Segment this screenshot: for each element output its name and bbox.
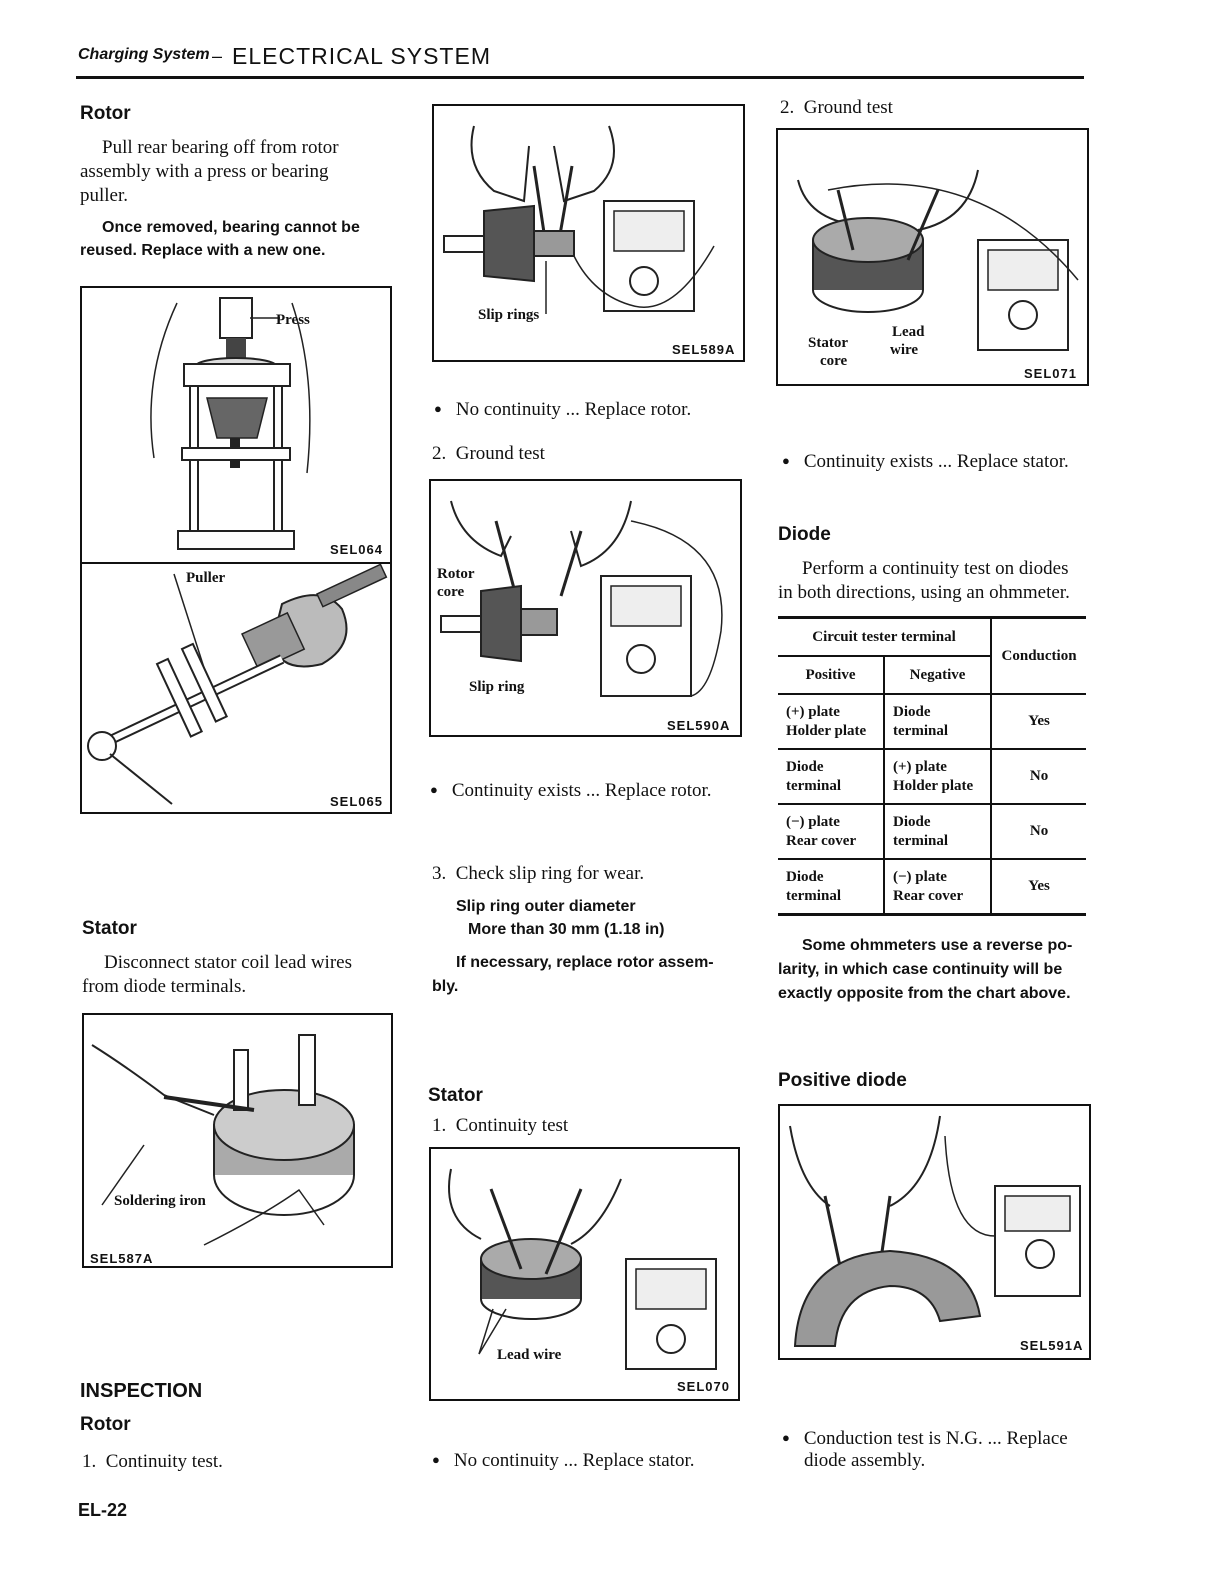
bullet-no-continuity-rotor: ● No continuity ... Replace rotor. [434, 398, 691, 423]
step-check-slip-ring: 3. Check slip ring for wear. [432, 863, 645, 884]
rotor-text-line-1: Pull rear bearing off from rotor [102, 137, 339, 158]
step-stator-ground-test: 2. Ground test [780, 97, 893, 118]
rotor-note-line-2: reused. Replace with a new one. [80, 242, 326, 259]
table-row [778, 749, 1086, 804]
slip-ring-note-line-1: If necessary, replace rotor assem- [456, 954, 714, 971]
puller-label: Puller [186, 570, 226, 586]
table-row [778, 804, 1086, 859]
figure-soldering [82, 1013, 393, 1268]
page-number: EL-22 [78, 1500, 128, 1520]
stator-inspection-heading: Stator [428, 1085, 483, 1106]
diode-conduction-table [778, 616, 1086, 916]
table-cell-negative: (−) plate Rear cover [884, 859, 991, 915]
inspection-rotor-heading: Rotor [80, 1414, 131, 1435]
diode-text-line-1: Perform a continuity test on diodes [802, 558, 1069, 579]
stator-heading: Stator [82, 918, 137, 939]
table-row [778, 859, 1086, 915]
section-name: Charging System [78, 46, 210, 63]
polarity-note-line-2: larity, in which case continuity will be [778, 961, 1063, 978]
stator-continuity-illustration [431, 1149, 738, 1399]
rotor-text-line-3: puller. [80, 185, 129, 206]
stator-core-label-line-1: Stator [808, 335, 848, 351]
figure-code-sel589a: SEL589A [672, 342, 736, 357]
header-rule [76, 76, 1084, 79]
figure-code-sel587a: SEL587A [90, 1251, 154, 1266]
figure-code-sel070: SEL070 [677, 1379, 730, 1394]
table-cell-positive: (+) plate Holder plate [786, 703, 867, 739]
inspection-heading: INSPECTION [80, 1380, 203, 1402]
slip-ring-spec-label: Slip ring outer diameter [456, 898, 636, 915]
table-cell-positive: Diode terminal [786, 758, 841, 794]
header-dash: – [212, 46, 223, 66]
soldering-iron-label: Soldering iron [114, 1193, 206, 1209]
figure-code-sel065: SEL065 [330, 794, 383, 809]
slip-ring-note-line-2: bly. [432, 978, 459, 995]
figure-rotor-ground [429, 479, 742, 737]
polarity-note-line-1: Some ohmmeters use a reverse po- [802, 937, 1073, 954]
bullet-continuity-exists-rotor: ● Continuity exists ... Replace rotor. [430, 779, 712, 804]
figure-code-sel071: SEL071 [1024, 366, 1077, 381]
table-cell-conduction: No [991, 749, 1086, 804]
bullet-conduction-ng-line-1: ● Conduction test is N.G. ... Replace [782, 1427, 1068, 1452]
table-cell-negative: Diode terminal [884, 694, 991, 749]
step-stator-continuity: 1. Continuity test [432, 1115, 569, 1136]
press-illustration [82, 288, 390, 562]
page-title: ELECTRICAL SYSTEM [232, 43, 491, 69]
table-header-conduction: Conduction [991, 618, 1086, 695]
puller-illustration [82, 564, 390, 812]
rotor-text-line-2: assembly with a press or bearing [80, 161, 329, 182]
table-cell-negative: Diode terminal [884, 804, 991, 859]
slip-ring-label: Slip ring [469, 679, 525, 695]
diode-text-line-2: in both directions, using an ohmmeter. [778, 582, 1070, 603]
rotor-core-label-line-2: core [437, 584, 465, 600]
figure-bearing-puller [80, 562, 392, 814]
figure-stator-continuity [429, 1147, 740, 1401]
figure-rotor-continuity [432, 104, 745, 362]
lead-wire-label-line-2: wire [890, 342, 919, 358]
polarity-note-line-3: exactly opposite from the chart above. [778, 985, 1071, 1002]
slip-ring-spec-value: More than 30 mm (1.18 in) [468, 921, 665, 938]
table-cell-conduction: Yes [991, 859, 1086, 915]
table-row [778, 694, 1086, 749]
table-header-group: Circuit tester terminal [812, 628, 956, 645]
figure-stator-ground [776, 128, 1089, 386]
figure-code-sel591a: SEL591A [1020, 1338, 1084, 1353]
soldering-illustration [84, 1015, 391, 1266]
table-cell-negative: (+) plate Holder plate [884, 749, 991, 804]
bullet-conduction-ng-line-2: diode assembly. [804, 1450, 926, 1471]
figure-code-sel590a: SEL590A [667, 718, 731, 733]
table-header-negative: Negative [884, 656, 991, 694]
press-label: Press [276, 312, 310, 328]
rotor-core-label-line-1: Rotor [437, 566, 475, 582]
table-cell-conduction: Yes [991, 694, 1086, 749]
step-ground-test: 2. Ground test [432, 443, 545, 464]
lead-wire-label-line-1: Lead [892, 324, 925, 340]
stator-text-line-1: Disconnect stator coil lead wires [104, 952, 352, 973]
table-cell-conduction: No [991, 804, 1086, 859]
table-cell-positive: (−) plate Rear cover [786, 813, 857, 849]
lead-wire-label: Lead wire [497, 1347, 562, 1363]
bullet-continuity-exists-stator: ● Continuity exists ... Replace stator. [782, 450, 1069, 475]
table-header-positive: Positive [805, 666, 856, 683]
rotor-ground-illustration [431, 481, 740, 735]
rotor-heading: Rotor [80, 103, 131, 124]
table-cell-positive: Diode terminal [786, 868, 841, 904]
stator-core-label-line-2: core [820, 353, 848, 369]
rotor-note-line-1: Once removed, bearing cannot be [102, 219, 360, 236]
bullet-no-continuity-stator: ● No continuity ... Replace stator. [432, 1449, 694, 1474]
step-continuity-test: 1. Continuity test. [82, 1451, 223, 1472]
figure-positive-diode [778, 1104, 1091, 1360]
slip-rings-label: Slip rings [478, 307, 540, 323]
positive-diode-heading: Positive diode [778, 1070, 907, 1091]
figure-code-sel064: SEL064 [330, 542, 383, 557]
diode-heading: Diode [778, 524, 831, 545]
stator-text-line-2: from diode terminals. [82, 976, 247, 997]
figure-bearing-press [80, 286, 392, 564]
positive-diode-illustration [780, 1106, 1089, 1358]
